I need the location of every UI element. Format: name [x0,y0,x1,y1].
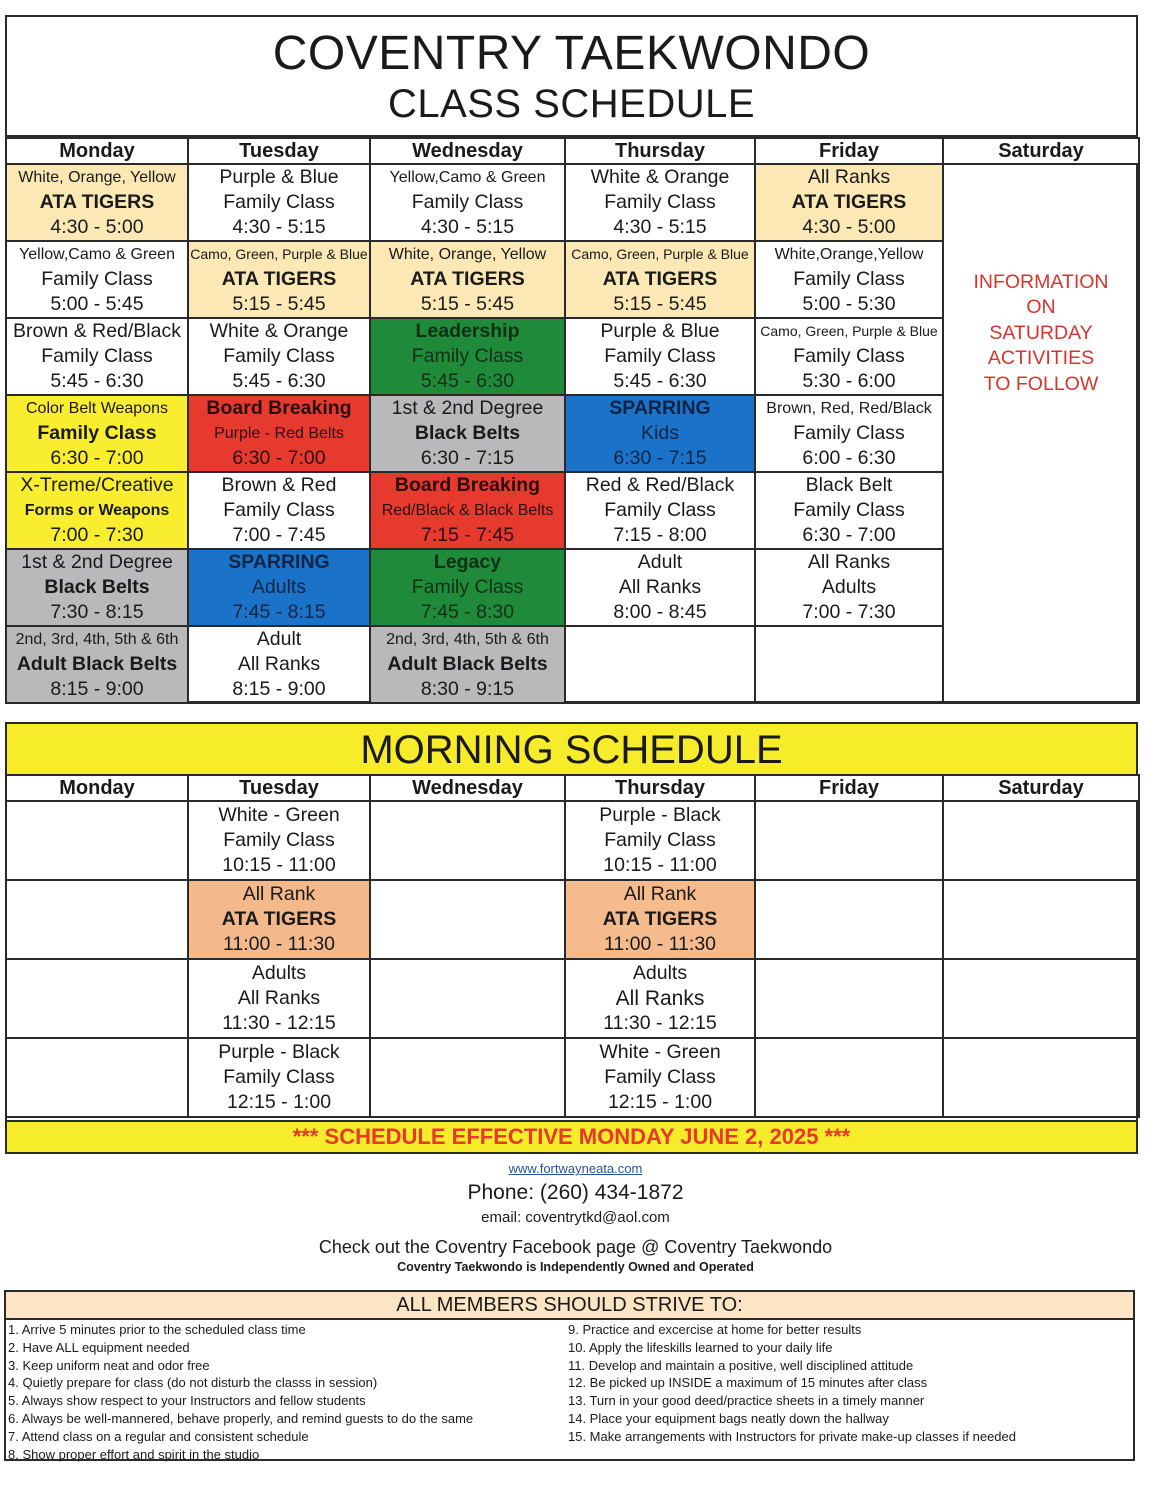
class-group: Legacy [433,551,502,573]
rule-item: 12. Be picked up INSIDE a maximum of 15 minutes after class [568,1375,928,1391]
class-cell [565,880,755,959]
day-header-monday: Monday [6,775,188,801]
class-group: Board Breaking [206,397,352,419]
class-row [6,801,1139,880]
rule-item: 8. Show proper effort and spirit in the studio [8,1446,260,1462]
rule-item: 14. Place your equipment bags neatly down the hallway [568,1410,889,1426]
class-time: 7:00 - 7:45 [232,524,326,546]
class-time: 5:15 - 5:45 [420,293,515,315]
class-name: All Ranks [237,987,321,1009]
class-time: 6:30 - 7:15 [613,447,707,469]
class-name: All Ranks [615,987,705,1010]
class-time: 10:15 - 11:00 [603,854,717,876]
day-header-tuesday: Tuesday [188,138,370,164]
day-header-row [6,775,1139,801]
class-time: 11:00 - 11:30 [603,933,717,955]
class-name: Adult Black Belts [16,653,178,675]
class-cell [188,241,370,318]
email-address: email: coventrytkd@aol.com [481,1209,670,1226]
class-time: 12:15 - 1:00 [607,1091,713,1113]
class-group: Purple - Black [599,804,721,826]
class-row [6,164,1139,241]
class-name: Family Class [223,191,335,213]
class-cell [755,472,943,549]
class-time: 5:45 - 6:30 [420,370,515,392]
class-cell [755,164,943,241]
class-cell [370,626,565,703]
class-name: Family Class [223,829,335,851]
empty-cell [755,626,943,703]
class-cell [188,395,370,472]
class-name: Family Class [223,1066,335,1088]
class-group: White & Orange [590,166,730,188]
schedule-header [5,15,1138,137]
class-cell [565,318,755,395]
class-name: Kids [641,422,679,444]
class-time: 5:00 - 5:45 [50,293,144,315]
class-group: White - Green [599,1041,721,1063]
class-name: Family Class [604,345,716,367]
rule-item: 13. Turn in your good deed/practice sheets in a timely manner [568,1393,925,1409]
day-header-tuesday: Tuesday [188,775,370,801]
class-group: Camo, Green, Purple & Blue [760,323,938,339]
class-cell [6,241,188,318]
class-cell [188,472,370,549]
class-cell [188,801,370,880]
class-time: 6:00 - 6:30 [802,447,896,469]
class-group: Adults [632,962,688,984]
rule-item: 15. Make arrangements with Instructors for private make-up classes if needed [568,1428,1016,1444]
saturday-note-line: SATURDAY [989,321,1093,344]
class-group: Camo, Green, Purple & Blue [190,246,368,262]
class-group: Board Breaking [394,474,541,496]
class-time: 6:30 - 7:00 [50,447,144,469]
class-cell [565,395,755,472]
class-cell [370,241,565,318]
class-group: All Rank [623,883,697,905]
class-time: 6:30 - 7:00 [802,524,896,546]
class-time: 7:45 - 8:30 [420,601,515,623]
class-time: 6:30 - 7:15 [420,447,515,469]
rule-item: 3. Keep uniform neat and odor free [8,1357,210,1373]
class-name: ATA TIGERS [602,908,718,930]
empty-cell [943,1038,1139,1117]
class-name: Family Class [223,499,335,521]
class-group: 2nd, 3rd, 4th, 5th & 6th [386,631,549,648]
class-time: 6:30 - 7:00 [232,447,326,469]
class-time: 8:00 - 8:45 [613,601,707,623]
saturday-info-cell [943,164,1139,703]
class-time: 8:15 - 9:00 [232,678,326,700]
class-group: White, Orange, Yellow [18,169,176,186]
class-time: 7:00 - 7:30 [50,524,144,546]
empty-cell [370,959,565,1038]
class-group: White - Green [218,804,340,826]
class-group: White & Orange [209,320,349,342]
class-group: Leadership [415,320,520,342]
class-name: Family Class [604,829,716,851]
class-cell [370,549,565,626]
class-name: Adults [251,576,307,598]
empty-cell [6,1038,188,1117]
class-time: 5:15 - 5:45 [232,293,326,315]
saturday-note [944,270,1138,598]
class-cell [6,164,188,241]
class-cell [755,395,943,472]
class-cell [565,801,755,880]
class-name: ATA TIGERS [791,191,907,213]
class-name: ATA TIGERS [221,268,337,290]
empty-cell [370,801,565,880]
empty-cell [6,959,188,1038]
class-time: 4:30 - 5:15 [420,216,515,238]
ownership-note: Coventry Taekwondo is Independently Owned and Operated [397,1260,754,1274]
schedule-effective-banner: *** SCHEDULE EFFECTIVE MONDAY JUNE 2, 2025 *** [5,1120,1138,1154]
class-cell [6,318,188,395]
class-name: Family Class [41,268,153,290]
class-group: White,Orange,Yellow [774,246,924,263]
class-group: All Ranks [807,166,891,188]
day-header-row [6,138,1139,164]
class-time: 5:45 - 6:30 [613,370,707,392]
day-header-friday: Friday [755,138,943,164]
empty-cell [755,880,943,959]
class-time: 11:00 - 11:30 [222,933,336,955]
class-group: Purple - Black [218,1041,340,1063]
class-time: 7:45 - 8:15 [232,601,326,623]
rule-item: 5. Always show respect to your Instructors and fellow students [8,1393,366,1409]
class-cell [370,472,565,549]
class-cell [565,164,755,241]
class-time: 7:30 - 8:15 [50,601,144,623]
class-cell [6,472,188,549]
class-cell [6,549,188,626]
facebook-note: Check out the Coventry Facebook page @ Coventry Taekwondo [318,1237,833,1257]
class-row [6,959,1139,1038]
class-cell [188,549,370,626]
class-group: X-Treme/Creative [20,474,174,496]
class-cell [755,241,943,318]
class-time: 5:45 - 6:30 [232,370,326,392]
class-name: Family Class [793,499,905,521]
saturday-note-line: TO FOLLOW [983,372,1099,395]
day-header-friday: Friday [755,775,943,801]
class-name: Family Class [604,1066,716,1088]
class-cell [188,626,370,703]
class-group: Adult [256,628,302,650]
class-name: Family Class [604,499,716,521]
class-cell [188,164,370,241]
class-name: Black Belts [44,576,150,598]
class-time: 5:00 - 5:30 [802,293,896,315]
empty-cell [755,801,943,880]
day-header-wednesday: Wednesday [370,138,565,164]
class-time: 4:30 - 5:00 [802,216,896,238]
empty-cell [370,1038,565,1117]
class-name: Family Class [793,345,905,367]
class-cell [565,959,755,1038]
evening-schedule-table [5,137,1140,704]
class-group: 2nd, 3rd, 4th, 5th & 6th [15,631,179,648]
class-name: Adult Black Belts [387,653,548,675]
class-time: 11:30 - 12:15 [603,1012,717,1034]
class-group: Purple & Blue [600,320,720,342]
class-time: 7:15 - 8:00 [613,524,707,546]
class-row [6,1038,1139,1117]
rule-item: 11. Develop and maintain a positive, well disciplined attitude [568,1357,914,1373]
class-cell [188,318,370,395]
morning-schedule-title: MORNING SCHEDULE [5,722,1138,776]
schedule-subtitle: CLASS SCHEDULE [387,82,756,126]
day-header-thursday: Thursday [565,775,755,801]
rule-item: 4. Quietly prepare for class (do not disturb the classs in session) [8,1375,378,1391]
class-time: 4:30 - 5:15 [613,216,707,238]
class-name: Family Class [793,268,905,290]
rules-list-left [8,1321,473,1463]
class-cell [755,318,943,395]
class-time: 5:15 - 5:45 [613,293,707,315]
class-name: Family Class [411,345,524,367]
morning-schedule-table [5,774,1140,1118]
class-group: All Rank [242,883,316,905]
class-name: Purple - Red Belts [214,425,344,442]
day-header-monday: Monday [6,138,188,164]
class-name: Red/Black & Black Belts [381,502,554,519]
empty-cell [6,880,188,959]
website-link[interactable]: www.fortwayneata.com [508,1161,643,1176]
class-name: Adults [821,576,877,598]
class-cell [370,318,565,395]
class-time: 12:15 - 1:00 [226,1091,332,1113]
class-cell [6,395,188,472]
class-group: All Ranks [807,551,891,573]
empty-cell [755,959,943,1038]
class-cell [370,395,565,472]
class-name: Family Class [411,576,524,598]
empty-cell [943,959,1139,1038]
day-header-saturday: Saturday [943,775,1139,801]
class-group: Color Belt Weapons [26,400,168,417]
class-time: 7:00 - 7:30 [802,601,896,623]
phone-number: Phone: (260) 434-1872 [467,1181,684,1204]
class-group: Black Belt [805,474,893,496]
class-cell [188,880,370,959]
class-name: Black Belts [414,422,521,444]
class-group: Purple & Blue [219,166,339,188]
class-group: Yellow,Camo & Green [19,246,175,263]
class-row [6,880,1139,959]
day-header-wednesday: Wednesday [370,775,565,801]
school-title: COVENTRY TAEKWONDO [272,27,871,80]
class-group: Adult [637,551,683,573]
class-name: Family Class [223,345,335,367]
empty-cell [943,880,1139,959]
class-group: White, Orange, Yellow [388,246,547,263]
class-group: Adults [251,962,307,984]
class-name: Family Class [37,422,157,444]
class-time: 5:30 - 6:00 [802,370,896,392]
class-time: 11:30 - 12:15 [222,1012,336,1034]
empty-cell [755,1038,943,1117]
class-name: Family Class [604,191,716,213]
class-name: All Ranks [237,653,321,675]
rule-item: 1. Arrive 5 minutes prior to the scheduled class time [8,1322,306,1337]
rule-item: 6. Always be well-mannered, behave properly, and remind guests to do the same [8,1410,474,1426]
class-cell [188,959,370,1038]
class-cell [565,1038,755,1117]
class-name: ATA TIGERS [39,191,155,213]
member-rules-box [4,1290,1135,1461]
class-name: ATA TIGERS [221,908,337,930]
class-name: Family Class [793,422,905,444]
class-name: Family Class [41,345,153,367]
class-time: 4:30 - 5:15 [232,216,326,238]
class-time: 4:30 - 5:00 [50,216,144,238]
class-name: All Ranks [618,576,702,598]
rule-item: 2. Have ALL equipment needed [8,1339,190,1355]
rule-item: 7. Attend class on a regular and consistent schedule [8,1428,309,1444]
class-cell [565,241,755,318]
class-cell [755,549,943,626]
class-name: Forms or Weapons [24,502,170,519]
class-name: ATA TIGERS [410,268,525,290]
class-cell [188,1038,370,1117]
class-cell [565,549,755,626]
class-group: Brown & Red [221,474,337,496]
rule-item: 10. Apply the lifeskills learned to your daily life [568,1339,833,1355]
class-cell [565,472,755,549]
class-name: Family Class [411,191,524,213]
saturday-note-line: ON [1026,296,1056,319]
class-cell [6,626,188,703]
class-time: 10:15 - 11:00 [222,854,336,876]
class-group: Brown, Red, Red/Black [766,400,932,417]
class-cell [370,164,565,241]
empty-cell [6,801,188,880]
class-group: 1st & 2nd Degree [391,397,544,419]
rule-item: 9. Practice and excercise at home for better results [568,1322,862,1337]
day-header-saturday: Saturday [943,138,1139,164]
class-time: 8:15 - 9:00 [50,678,144,700]
class-time: 8:30 - 9:15 [420,678,515,700]
class-name: ATA TIGERS [602,268,718,290]
saturday-note-line: INFORMATION [973,270,1109,293]
day-header-thursday: Thursday [565,138,755,164]
class-time: 5:45 - 6:30 [50,370,144,392]
class-group: SPARRING [609,397,711,419]
empty-cell [370,880,565,959]
empty-cell [943,801,1139,880]
class-group: Brown & Red/Black [13,320,181,342]
saturday-note-line: ACTIVITIES [987,347,1095,370]
class-group: 1st & 2nd Degree [21,551,173,573]
empty-cell [565,626,755,703]
rules-list-right [568,1321,1016,1446]
class-group: SPARRING [228,551,330,573]
rules-heading: ALL MEMBERS SHOULD STRIVE TO: [6,1292,1133,1320]
class-group: Yellow,Camo & Green [389,169,546,186]
class-group: Red & Red/Black [585,474,735,496]
class-time: 7:15 - 7:45 [420,524,515,546]
class-group: Camo, Green, Purple & Blue [571,246,749,262]
